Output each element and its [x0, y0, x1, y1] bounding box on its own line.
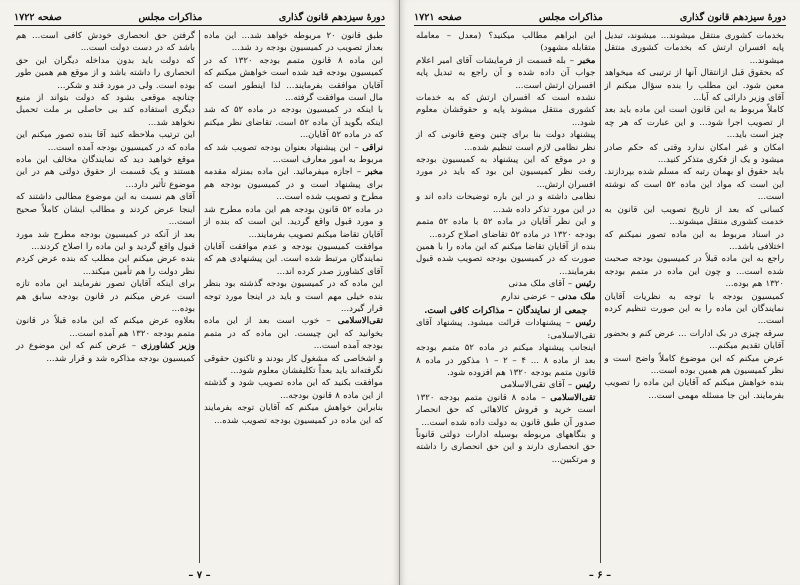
- right-page-section: مذاکرات مجلس: [538, 12, 603, 23]
- section-heading: جمعی از نمایندگان – مذاکرات کافی است.: [424, 305, 588, 316]
- speaker-separator: –: [564, 279, 576, 290]
- speech-paragraph: [416, 379, 596, 391]
- text-paragraph: و بنگاههای مربوطه بوسیله ادارات دولتی قانوناً حق انحصاری دارند و این حق انحصاری را داشته و مرتکبین...: [416, 430, 596, 465]
- speech-paragraph: [204, 166, 383, 203]
- speaker-separator: –: [564, 380, 576, 391]
- left-page-body: [12, 30, 387, 563]
- text-paragraph: بنابراین خواهش میکنم که آقایان توجه بفرمایند که این ماده در کمیسیون بودجه تصویب شده...: [204, 403, 383, 426]
- speech-paragraph: [416, 392, 596, 429]
- speaker-separator: –: [536, 392, 551, 403]
- speech-text: بله قسمت از فرمایشات آقای امیر اعلام جواب آن داده شده و آن راجع به تبدیل پایه افسران ارتش است...: [416, 55, 596, 91]
- text-paragraph: کمیسیون بودجه با توجه به نظریات آقایان نمایندگان این ماده را به این صورت تنظیم کرده است...: [604, 291, 784, 327]
- text-paragraph: کاملاً مربوط به این قانون است این ماده باید بعد از تصویب اجرا شود... و این عبارت که هر چه چیز است باید...: [604, 105, 784, 141]
- right-page-footer: – ۶ –: [588, 570, 612, 581]
- text-paragraph: این ابراهم مطالب میکنید؟ (معدل – معامله متقابله مشهود): [416, 31, 596, 54]
- right-page-col-1: [601, 30, 789, 563]
- text-paragraph: کسانی که بعد از تاریخ تصویب این قانون به خدمت کشوری منتقل میشوند...: [604, 204, 784, 228]
- speech-text: این پیشنهاد بعنوان بودجه تصویب شد که مربوط به امور معارف است...: [204, 142, 383, 166]
- speaker-name: نراقی: [362, 142, 383, 153]
- speaker-name: ملک مدنی: [558, 291, 596, 302]
- text-paragraph: برای اینکه آقایان تصور نفرمایند این ماده تازه است عرض میکنم در قانون بودجه سابق هم بوده...: [16, 279, 195, 314]
- text-paragraph: آقای هم نسبت به این موضوع مطالبی داشتند که اینجا عرض کردند و مطالب ایشان کاملاً صحیح است...: [16, 192, 195, 228]
- speech-paragraph: [416, 278, 596, 290]
- speech-paragraph: [416, 55, 596, 92]
- text-paragraph: موافقت بکنید که این ماده تصویب شود و گذشته از این ماده ۸ قانون بودجه...: [204, 378, 383, 401]
- speech-paragraph: [416, 291, 596, 303]
- speech-paragraph: [416, 317, 596, 342]
- speaker-name: مخبر: [578, 55, 596, 66]
- left-page-col-2: [12, 30, 199, 563]
- text-paragraph: و در موقع که این پیشنهاد به کمیسیون بودجه رفت نظر کمیسیون این بود که باید در مورد افسران ارتش...: [416, 155, 596, 190]
- text-paragraph: با اینکه در کمیسیون بودجه در ماده ۵۲ که شد اینکه بگوید آن ماده ۵۲ است. تقاضای نظر میکنم که در ماده ۵۲ آقایان...: [204, 105, 383, 141]
- text-paragraph: این ماده که در کمیسیون بودجه گذشته بود بنظر بنده خیلی مهم است و باید در اینجا مورد توجه قرار گیرد...: [204, 279, 383, 314]
- speech-text: آقای ملک مدنی: [508, 279, 565, 290]
- text-paragraph: گرفتن حق انحصاری خودش کافی است... هم باشد که در دست دولت است...: [16, 31, 195, 54]
- text-paragraph: پیشنهاد دولت بنا برای چنین وضع قانونی که از نظر نظامی لازم است تنظیم شده...: [416, 130, 596, 153]
- speaker-name: تقی‌الاسلامی: [550, 392, 596, 403]
- text-paragraph: بنده عرض میکنم این مطلب که بنده عرض کردم نظر دولت را هم تأمین میکند...: [16, 254, 195, 277]
- text-paragraph: عرض میکنم که این موضوع کاملاً واضح است و نظر کمیسیون هم همین بوده است...: [604, 353, 784, 376]
- speech-text: عرضی ندارم: [501, 291, 548, 302]
- text-paragraph: بخدمات کشوری منتقل میشوند... میشوند، تبدیل پایه افسران ارتش که بخدمات کشوری منتقل میشوند...: [604, 31, 784, 66]
- speaker-separator: –: [350, 142, 363, 153]
- text-paragraph: راجع به این ماده قبلاً در کمیسیون بودجه صحبت شده است... و چون این ماده در متمم بودجه ۱۳۲۰ هم بوده...: [604, 254, 784, 290]
- text-paragraph: باید حقوق او بهمان رتبه که مسلم شده بپردازند. این است که مواد این ماده ۵۲ است که نوشته است...: [604, 167, 784, 203]
- speaker-name: رئیس: [575, 279, 596, 290]
- text-paragraph: بنده خواهش میکنم که آقایان این ماده را تصویب بفرمایند. این جا مسئله مهمی است...: [604, 378, 784, 401]
- speech-text: عرض کنم که این موضوع در کمیسیون بودجه مذاکره شد و قرار شد...: [16, 341, 195, 364]
- left-page-title: دورهٔ سیزدهم قانون گذاری: [278, 12, 385, 23]
- text-paragraph: بعد از آنکه در کمیسیون بودجه مطرح شد مورد قبول واقع گردید و این ماده را اصلاح کردند...: [16, 229, 195, 252]
- text-paragraph: بعلاوه عرض میکنم که این ماده قبلاً در قانون متمم بودجه ۱۳۲۰ هم آمده است...: [16, 316, 195, 339]
- speaker-name: وزیر کشاورزی: [140, 341, 195, 352]
- left-page-header: [14, 8, 385, 26]
- text-paragraph: چنانچه موقعی بشود که دولت بتواند از منبع دیگری استفاده کند بی حاصلی بر ملت تحمیل نخواهد شد...: [16, 93, 195, 128]
- left-page-number: صفحه ۱۷۲۲: [14, 12, 62, 23]
- text-paragraph: و این نظر آقایان در ماده ۵۲ با ماده ۵۲ متمم بودجه ۱۳۲۰ در ماده ۵۲ تقاضای اصلاح کرده...: [416, 217, 596, 240]
- speaker-name: رئیس: [575, 318, 596, 329]
- speaker-name: رئیس: [575, 380, 596, 391]
- right-page-number: صفحه ۱۷۲۱: [414, 12, 462, 23]
- text-paragraph: و اشخاصی که مشغول کار بودند و تاکنون حقوقی نگرفته‌اند باید بعداً تکلیفشان معلوم شود...: [204, 353, 383, 376]
- speaker-separator: –: [126, 341, 141, 352]
- speech-text: اجازه میفرمائید. این ماده بمنزله مقدمه برای پیشنهاد است و در کمیسیون بودجه هم مطرح و تصویب شده است...: [204, 167, 383, 203]
- left-page-footer: – ۷ –: [188, 570, 211, 581]
- left-page-col-1: [200, 30, 387, 563]
- text-paragraph: این ترتیب ملاحظه کنید آقا بنده تصور میکنم این ماده که در کمیسیون بودجه آمده است...: [16, 130, 195, 153]
- right-page-col-2: [412, 30, 600, 563]
- speaker-separator: –: [352, 167, 366, 178]
- text-paragraph: در اسناد مربوط به این ماده تصور نمیکنم که اختلافی باشد...: [604, 229, 784, 252]
- speech-paragraph: [16, 340, 195, 365]
- speaker-separator: –: [319, 316, 338, 327]
- speech-paragraph: [204, 315, 383, 352]
- speech-text: آقای تقی‌الاسلامی: [500, 380, 565, 391]
- text-paragraph: که بحقوق قبل ازانتقال آنها از ترتیبی که میخواهد معین شود. این مطلب را بنده سؤال میکنم از آقای وزیر دارائی که آیا...: [604, 68, 784, 104]
- left-page-section: مذاکرات مجلس: [138, 12, 203, 23]
- text-paragraph: نظامی داشته و در این باره توضیحات داده اند و در این مورد تذکر داده شد...: [416, 192, 596, 215]
- text-paragraph: نشده است که افسران ارتش که به خدمات کشوری منتقل میشوند پایه و حقوقشان معلوم شود...: [416, 93, 596, 128]
- speaker-separator: –: [565, 55, 578, 66]
- text-paragraph: اینجانب پیشنهاد میکنم در ماده ۵۲ متمم بودجه بعد از ماده ۸ ... ۴ – ۲ – ۱ مذکور در ماده ۸ قانون متمم بودجه ۱۳۲۰ هم افزوده شود.: [416, 343, 596, 378]
- text-paragraph: موقع خواهید دید که نمایندگان مخالف این ماده هستند و یک قسمت از حقوق دولتی هم در این موضوع تأثیر دارد...: [16, 155, 195, 190]
- speaker-name: تقی‌الاسلامی: [337, 316, 383, 327]
- text-paragraph: بنده از آقایان تقاضا میکنم که این ماده را با همین صورت که در کمیسیون بودجه تصویب شده قبول بفرمایند...: [416, 241, 596, 277]
- speech-paragraph: [204, 142, 383, 167]
- speaker-separator: –: [547, 291, 559, 302]
- speech-text: ماده ۸ قانون متمم بودجه ۱۳۲۰ است خرید و فروش کالاهائی که حق انحصار صدور آن طبق قانون به دولت داده شده است...: [416, 392, 596, 428]
- speaker-name: مخبر: [365, 167, 383, 178]
- right-page-title: دورهٔ سیزدهم قانون گذاری: [679, 12, 786, 23]
- right-page-body: [412, 30, 788, 563]
- text-paragraph: سرقه چیزی در بک ادارات ... عرض کنم و بحضور آقایان تقدیم میکنم...: [604, 328, 784, 352]
- text-paragraph: که دولت باید بدون مداخله دیگران این حق انحصاری را داشته باشد و از موقع هم همین طور بوده است. ولی در مورد قند و شکر...: [16, 55, 195, 91]
- text-paragraph: موافقت کمیسیون بودجه و عدم موافقت آقایان نمایندگان مرتبط شده است. این پیشنهادی هم که آقای کشاورز صدر کرده اند...: [204, 241, 383, 277]
- speaker-separator: –: [561, 318, 576, 329]
- text-paragraph: طبق قانون ۲۰ مربوطه ‌خواهد شد... این ماده بعداز تصویب در کمیسیون بودجه رد شد...: [204, 31, 383, 54]
- speech-text: پیشنهادات قرائت میشود. پیشنهاد آقای تقی‌الاسلامی:: [416, 318, 596, 341]
- right-page: [400, 0, 800, 585]
- text-paragraph: امکان و غیر امکان ندارد وقتی که حکم صادر میشود و یک از فکری متذکر کنید...: [604, 142, 784, 166]
- text-paragraph: در ماده ۵۲ قانون بودجه هم این ماده مطرح شد و مورد قبول واقع گردید. این است که بنده از آقایان تقاضا میکنم تصویب بفرمایند...: [204, 204, 383, 240]
- text-paragraph: این ماده ۸ قانون متمم بودجه ۱۳۲۰ که در کمیسیون بودجه قید شده است خواهش میکنم که آقایان موافقت بفرمایند... لذا اینطور است که مال است موافقت گرفته...: [204, 55, 383, 104]
- right-page-header: [414, 8, 786, 26]
- speech-text: خوب است بعد از این ماده بخوانید که این چیست. این ماده که در متمم بودجه آمده است...: [204, 316, 383, 352]
